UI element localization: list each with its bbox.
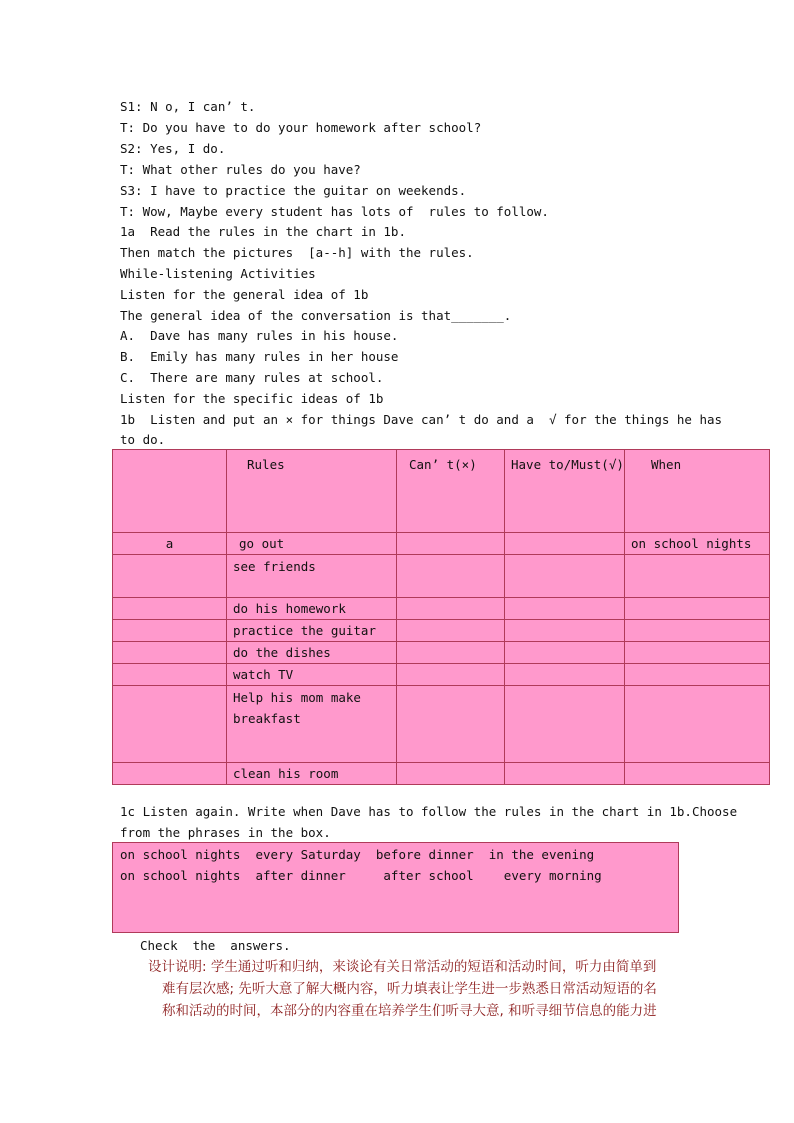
table-cell	[505, 555, 625, 598]
text-line: Listen for the specific ideas of 1b	[120, 391, 384, 406]
table-cell	[505, 686, 625, 763]
table-cell	[397, 598, 505, 620]
table-cell	[625, 598, 770, 620]
table-cell: see friends	[227, 555, 397, 598]
task-1b-instruction-cont: to do.	[120, 432, 166, 447]
table-cell	[397, 620, 505, 642]
check-answers: Check the answers.	[140, 938, 291, 953]
table-header-cell	[113, 450, 227, 533]
option-a: A. Dave has many rules in his house.	[120, 328, 399, 343]
rule-text-line2: breakfast	[233, 711, 301, 726]
table-cell: on school nights	[625, 533, 770, 555]
table-cell	[397, 642, 505, 664]
phrase-row: on school nights after dinner after school every morning	[120, 868, 602, 883]
table-cell	[625, 686, 770, 763]
table-cell	[625, 620, 770, 642]
table-cell	[625, 763, 770, 785]
table-cell	[113, 598, 227, 620]
table-row	[113, 664, 770, 686]
table-cell	[113, 664, 227, 686]
table-cell: do the dishes	[227, 642, 397, 664]
table-header-row	[113, 450, 770, 533]
rules-chart	[112, 449, 770, 785]
table-cell	[113, 763, 227, 785]
table-cell: watch TV	[227, 664, 397, 686]
design-note-line: 称和活动的时间，本部分的内容重在培养学生们听寻大意, 和听寻细节信息的能力进	[162, 1003, 657, 1019]
design-note-line: 难有层次感; 先听大意了解大概内容，听力填表让学生进一步熟悉日常活动短语的名	[162, 981, 657, 997]
phrase-box	[112, 842, 679, 933]
text-line: T: Wow, Maybe every student has lots of rules to follow.	[120, 204, 549, 219]
rule-text-line1: Help his mom make	[233, 690, 361, 705]
table-header-cell: When	[625, 450, 770, 533]
table-row	[113, 598, 770, 620]
table-cell	[625, 642, 770, 664]
table-cell	[113, 686, 227, 763]
phrase-row: on school nights every Saturday before dinner in the evening	[120, 847, 595, 862]
table-row	[113, 620, 770, 642]
text-line: T: Do you have to do your homework after school?	[120, 120, 482, 135]
table-header-cell: Can’ t(×)	[397, 450, 505, 533]
text-line: S2: Yes, I do.	[120, 141, 226, 156]
text-line: Listen for the general idea of 1b	[120, 287, 369, 302]
text-line: T: What other rules do you have?	[120, 162, 361, 177]
table-row	[113, 763, 770, 785]
table-cell	[625, 664, 770, 686]
text-line: 1a Read the rules in the chart in 1b.	[120, 224, 406, 239]
table-cell: go out	[227, 533, 397, 555]
design-note-line: 设计说明: 学生通过听和归纳，来谈论有关日常活动的短语和活动时间，听力由简单到	[148, 959, 657, 975]
table-cell: clean his room	[227, 763, 397, 785]
table-cell	[505, 763, 625, 785]
table-header-cell: Have to/Must(√)	[505, 450, 625, 533]
section-heading: While-listening Activities	[120, 266, 316, 281]
table-row	[113, 686, 770, 763]
text-line: S1: N o, I can’ t.	[120, 99, 256, 114]
task-1b-instruction: 1b Listen and put an × for things Dave can’ t do and a √ for the things he has	[120, 412, 723, 427]
table-cell: practice the guitar	[227, 620, 397, 642]
table-cell	[397, 686, 505, 763]
table-cell	[397, 555, 505, 598]
table-cell	[505, 533, 625, 555]
table-row	[113, 533, 770, 555]
table-cell	[227, 686, 397, 763]
text-line: Then match the pictures [a--h] with the rules.	[120, 245, 474, 260]
table-cell: a	[113, 533, 227, 555]
table-cell	[505, 598, 625, 620]
table-cell	[113, 642, 227, 664]
table-cell	[625, 555, 770, 598]
table-cell	[113, 620, 227, 642]
table-cell: do his homework	[227, 598, 397, 620]
task-1c-instruction-cont: from the phrases in the box.	[120, 825, 331, 840]
task-1c-instruction: 1c Listen again. Write when Dave has to follow the rules in the chart in 1b.Choose	[120, 804, 738, 819]
option-c: C. There are many rules at school.	[120, 370, 384, 385]
table-header-cell: Rules	[227, 450, 397, 533]
option-b: B. Emily has many rules in her house	[120, 349, 399, 364]
table-cell	[397, 664, 505, 686]
table-row	[113, 642, 770, 664]
table-cell	[397, 763, 505, 785]
table-cell	[505, 620, 625, 642]
question-text: The general idea of the conversation is that_______.	[120, 308, 512, 323]
table-cell	[113, 555, 227, 598]
table-cell	[397, 533, 505, 555]
table-cell	[505, 664, 625, 686]
text-line: S3: I have to practice the guitar on weekends.	[120, 183, 467, 198]
table-cell	[505, 642, 625, 664]
table-row	[113, 555, 770, 598]
